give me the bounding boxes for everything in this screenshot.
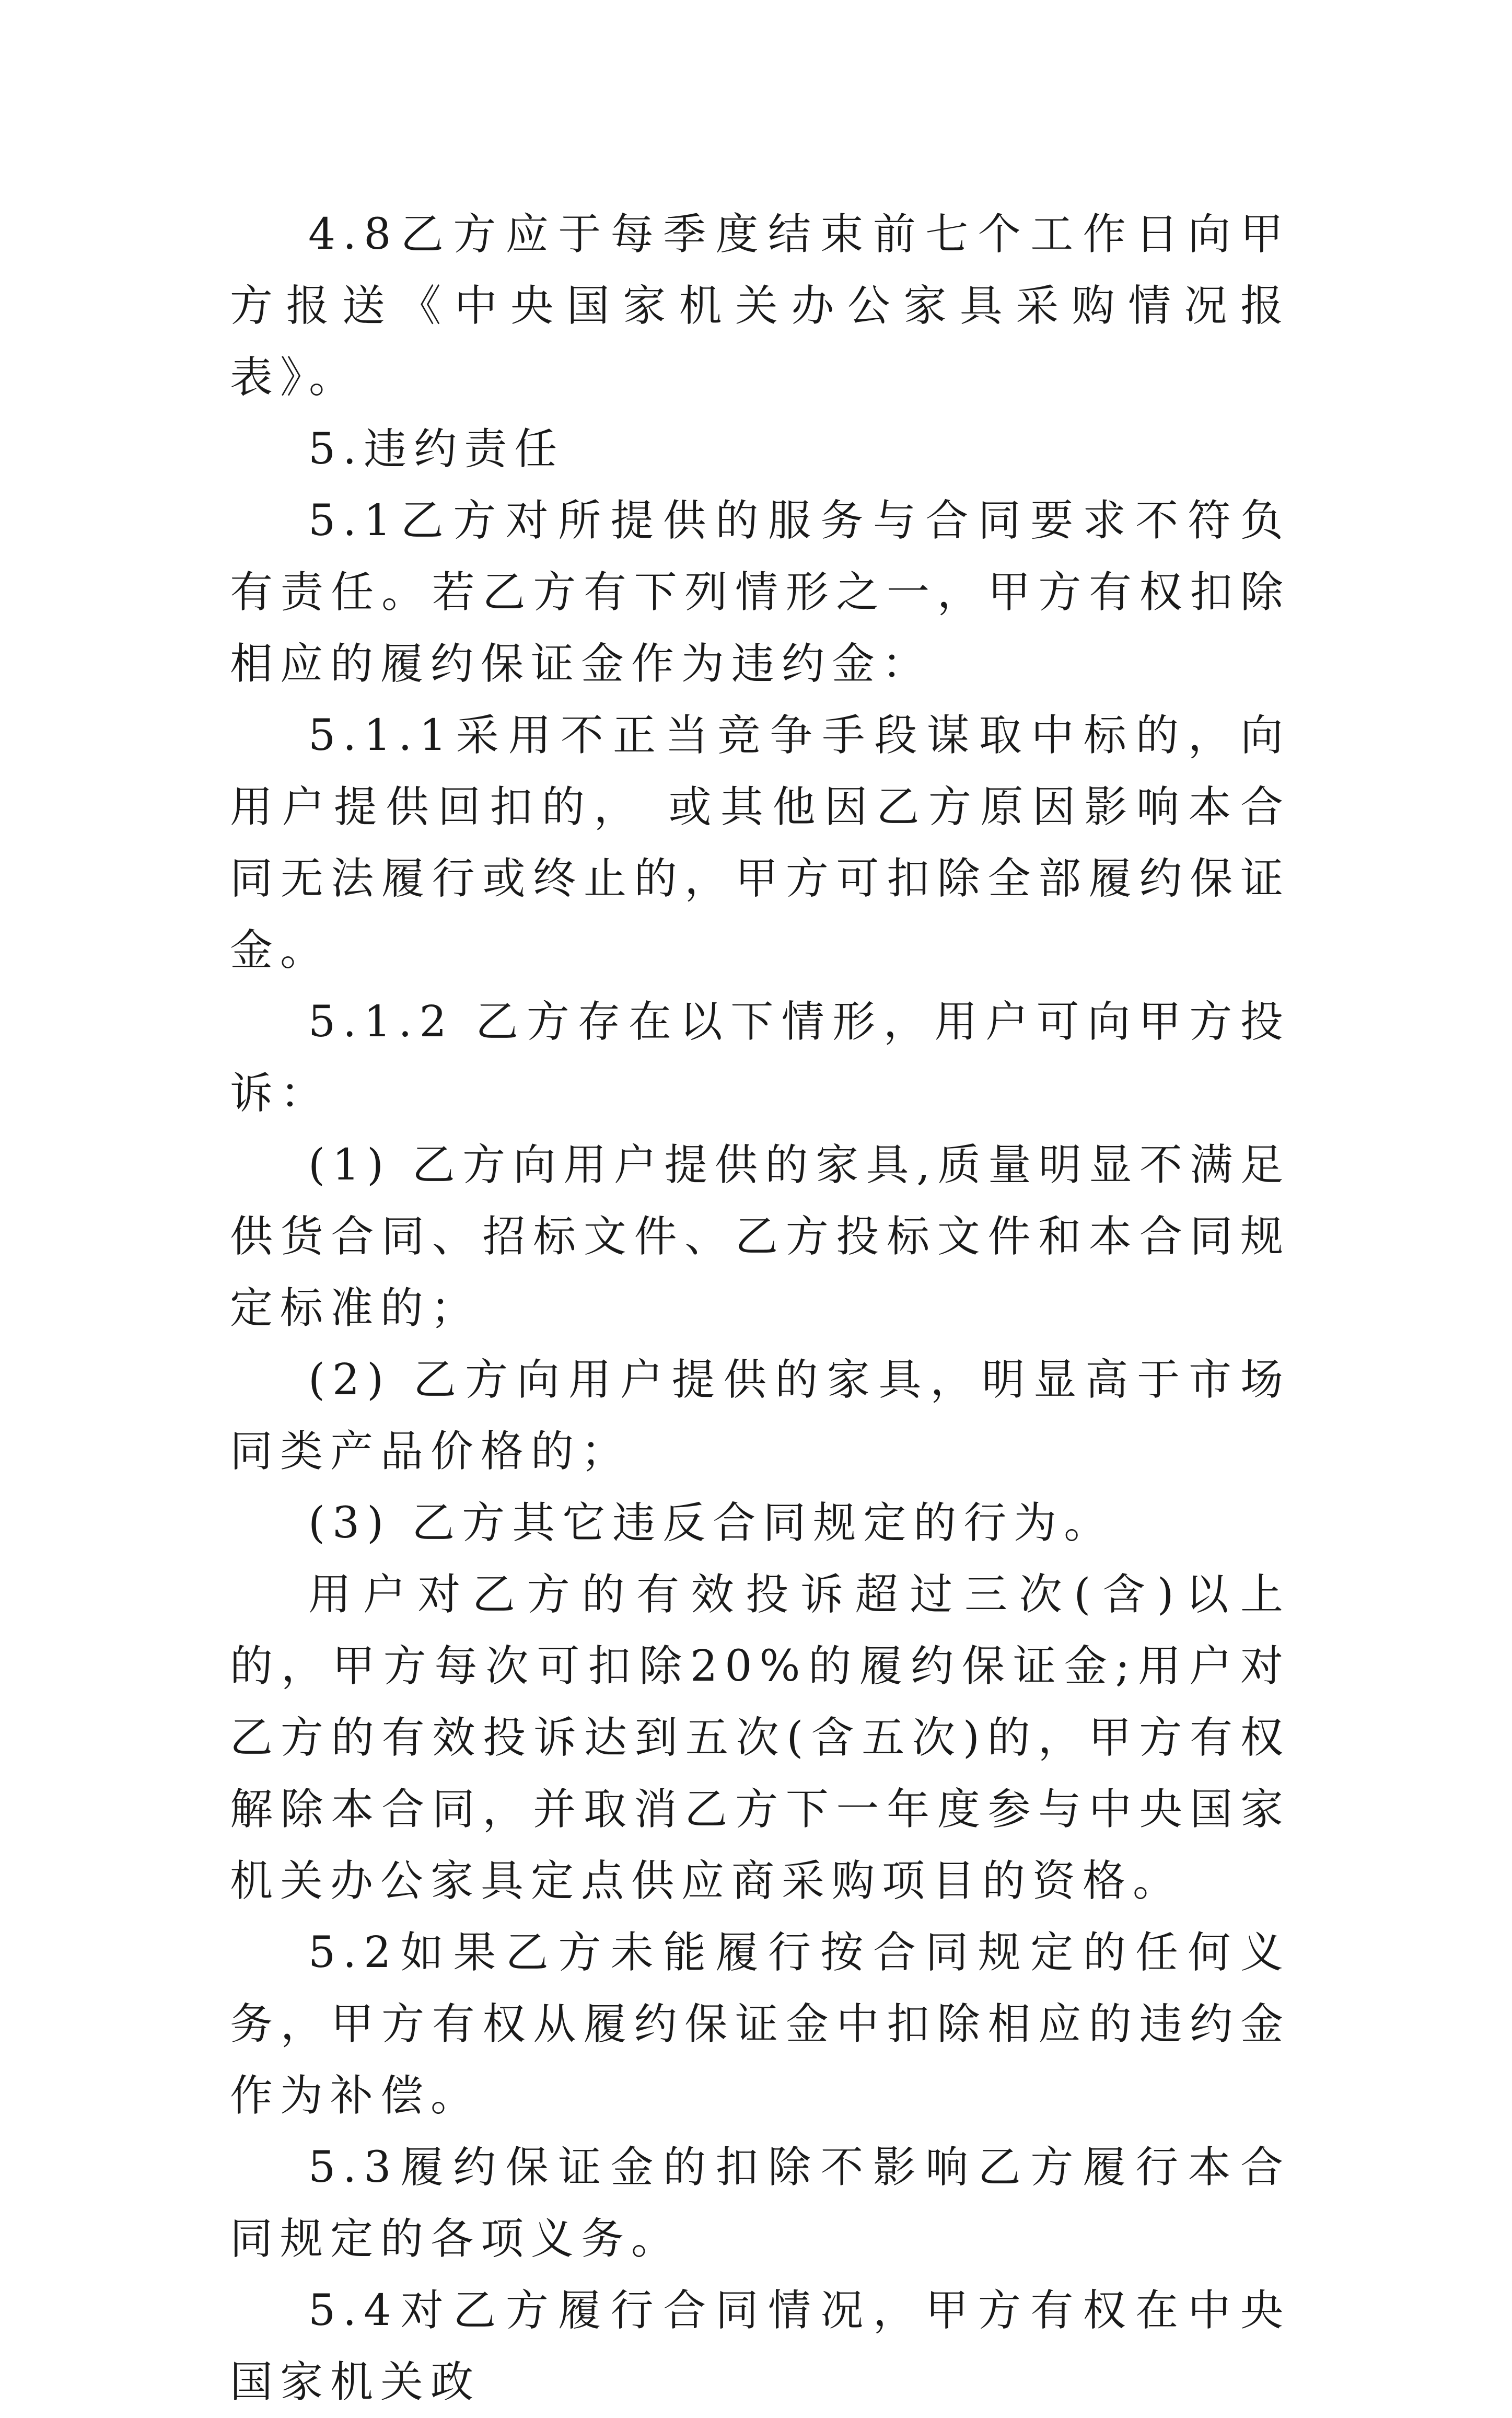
list-item-2: (2) 乙方向用户提供的家具，明显高于市场同类产品价格的；: [230, 1355, 1290, 1476]
paragraph-5-1-2: 5.1.2 乙方存在以下情形，用户可向甲方投诉：: [230, 997, 1290, 1118]
paragraph-5-1-1: 5.1.1采用不正当竞争手段谋取中标的，向用户提供回扣的， 或其他因乙方原因影响本合同无法履行或终止的，甲方可扣除全部履约保证金。: [230, 711, 1290, 975]
list-item-3: (3) 乙方其它违反合同规定的行为。: [308, 1498, 1114, 1548]
list-item-1: (1) 乙方向用户提供的家具,质量明显不满足供货合同、招标文件、乙方投标文件和本合同规定标准的；: [230, 1140, 1290, 1333]
document-body: [230, 199, 1290, 2418]
paragraph-complaints: 用户对乙方的有效投诉超过三次(含)以上的，甲方每次可扣除20%的履约保证金;用户对乙方的有效投诉达到五次(含五次)的，甲方有权解除本合同，并取消乙方下一年度参与中央国家机关办公家具定点供应商采购项目的资格。: [230, 1570, 1290, 1906]
section-heading-5: 5.违约责任: [308, 424, 565, 474]
paragraph-5-4: 5.4对乙方履行合同情况，甲方有权在中央国家机关政: [230, 2286, 1290, 2407]
paragraph-5-2: 5.2如果乙方未能履行按合同规定的任何义务，甲方有权从履约保证金中扣除相应的违约金作为补偿。: [230, 1928, 1290, 2121]
paragraph-5-3: 5.3履约保证金的扣除不影响乙方履行本合同规定的各项义务。: [230, 2143, 1290, 2264]
paragraph-5-1: 5.1乙方对所提供的服务与合同要求不符负有责任。若乙方有下列情形之一，甲方有权扣除相应的履约保证金作为违约金：: [230, 496, 1290, 689]
paragraph-4-8: 4.8乙方应于每季度结束前七个工作日向甲方报送《中央国家机关办公家具采购情况报表》。: [230, 210, 1290, 402]
